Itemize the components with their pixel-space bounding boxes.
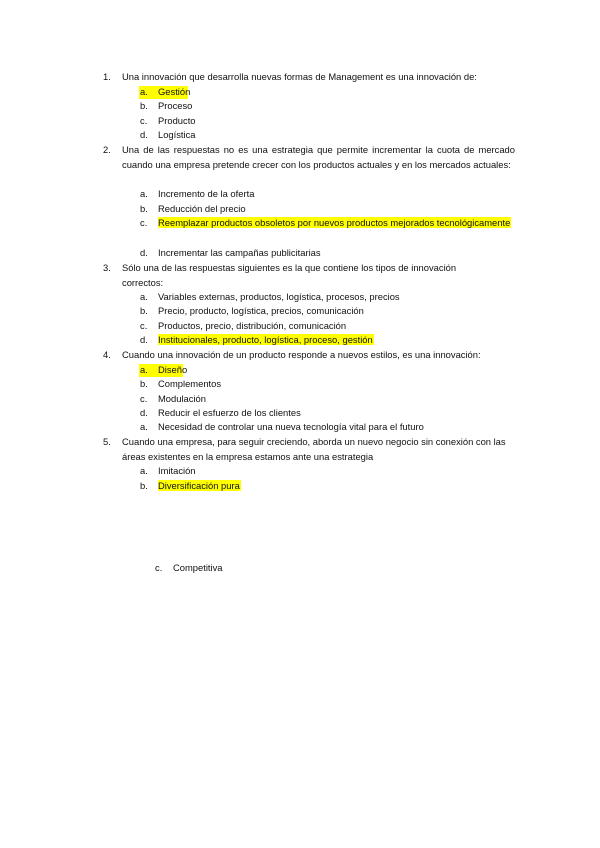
option-letter: c.	[140, 217, 148, 228]
option-4b	[140, 377, 516, 392]
option-text: Necesidad de controlar una nueva tecnología vital para el futuro	[158, 421, 424, 432]
option-4a	[140, 363, 516, 378]
option-text: Diseño	[158, 364, 188, 375]
option-2a	[140, 187, 516, 202]
option-1b	[140, 99, 516, 114]
question-text: Una innovación que desarrolla nuevas formas de Management es una innovación de:	[122, 71, 477, 82]
question-2	[103, 143, 515, 172]
option-text: Incrementar las campañas publicitarias	[158, 247, 321, 258]
option-text: Logística	[158, 129, 196, 140]
option-2d	[140, 246, 516, 261]
option-letter: a.	[140, 421, 148, 432]
option-text: Reducción del precio	[158, 203, 246, 214]
question-text: Una de las respuestas no es una estrategia que permite incrementar la cuota de mercado cuando una empresa pretende crecer con los productos actuales y en los mercados actuales:	[122, 144, 515, 170]
answer-highlight: Reemplazar productos obsoletos por nuevos productos mejorados tecnológicamente	[158, 217, 511, 228]
option-letter: c.	[155, 562, 163, 573]
question-3	[103, 261, 515, 290]
option-letter: c.	[140, 115, 148, 126]
option-text: Incremento de la oferta	[158, 188, 255, 199]
option-4d	[140, 406, 516, 421]
option-letter: c.	[140, 393, 148, 404]
option-letter: b.	[140, 203, 148, 214]
option-1c	[140, 114, 516, 129]
question-number: 2.	[103, 144, 111, 155]
option-2b	[140, 202, 516, 217]
question-number: 5.	[103, 436, 111, 447]
option-3a	[140, 290, 516, 305]
option-letter: c.	[140, 320, 148, 331]
question-text: Cuando una innovación de un producto responde a nuevos estilos, es una innovación:	[122, 349, 481, 360]
option-text: Competitiva	[173, 562, 223, 573]
option-letter: a.	[140, 364, 148, 375]
question-text: Sólo una de las respuestas siguientes es la que contiene los tipos de innovación correctos:	[122, 262, 457, 288]
answer-highlight: Institucionales, producto, logística, proceso, gestión	[158, 334, 373, 345]
option-text	[158, 479, 516, 494]
option-letter: b.	[140, 305, 148, 316]
option-text	[158, 216, 516, 231]
option-letter: d.	[140, 247, 148, 258]
option-4c	[140, 392, 516, 407]
option-letter: d.	[140, 129, 148, 140]
option-text: Productos, precio, distribución, comunicación	[158, 320, 347, 331]
option-text: Proceso	[158, 100, 193, 111]
question-5	[103, 435, 515, 464]
option-letter: b.	[140, 378, 148, 389]
question-text: Cuando una empresa, para seguir creciendo, aborda un nuevo negocio sin conexión con las áreas existentes en la empresa estamos ante una estrategia	[122, 436, 506, 462]
option-letter: d.	[140, 334, 148, 345]
option-1a	[140, 85, 516, 100]
option-5a	[140, 464, 516, 479]
option-text: Modulación	[158, 393, 206, 404]
option-letter: d.	[140, 407, 148, 418]
option-5c	[155, 561, 531, 576]
option-text: Producto	[158, 115, 196, 126]
question-number: 4.	[103, 349, 111, 360]
option-text: Complementos	[158, 378, 222, 389]
option-letter: a.	[140, 291, 148, 302]
option-letter: a.	[140, 465, 148, 476]
question-number: 1.	[103, 71, 111, 82]
option-1d	[140, 128, 516, 143]
question-1	[103, 70, 515, 85]
option-3b	[140, 304, 516, 319]
question-4	[103, 348, 515, 363]
option-text: Reducir el esfuerzo de los clientes	[158, 407, 301, 418]
question-number: 3.	[103, 262, 111, 273]
option-text	[158, 333, 516, 348]
option-2c	[140, 216, 516, 231]
option-3d	[140, 333, 516, 348]
option-4e	[140, 420, 516, 435]
option-5b	[140, 479, 516, 494]
option-text: Imitación	[158, 465, 196, 476]
answer-highlight: Diversificación pura	[158, 480, 240, 491]
option-text: Gestión	[158, 86, 191, 97]
option-letter: a.	[140, 188, 148, 199]
option-text: Variables externas, productos, logística, procesos, precios	[158, 291, 400, 302]
option-letter: b.	[140, 100, 148, 111]
option-letter: a.	[140, 86, 148, 97]
option-text: Precio, producto, logística, precios, comunicación	[158, 305, 364, 316]
option-3c	[140, 319, 516, 334]
option-letter: b.	[140, 480, 148, 491]
